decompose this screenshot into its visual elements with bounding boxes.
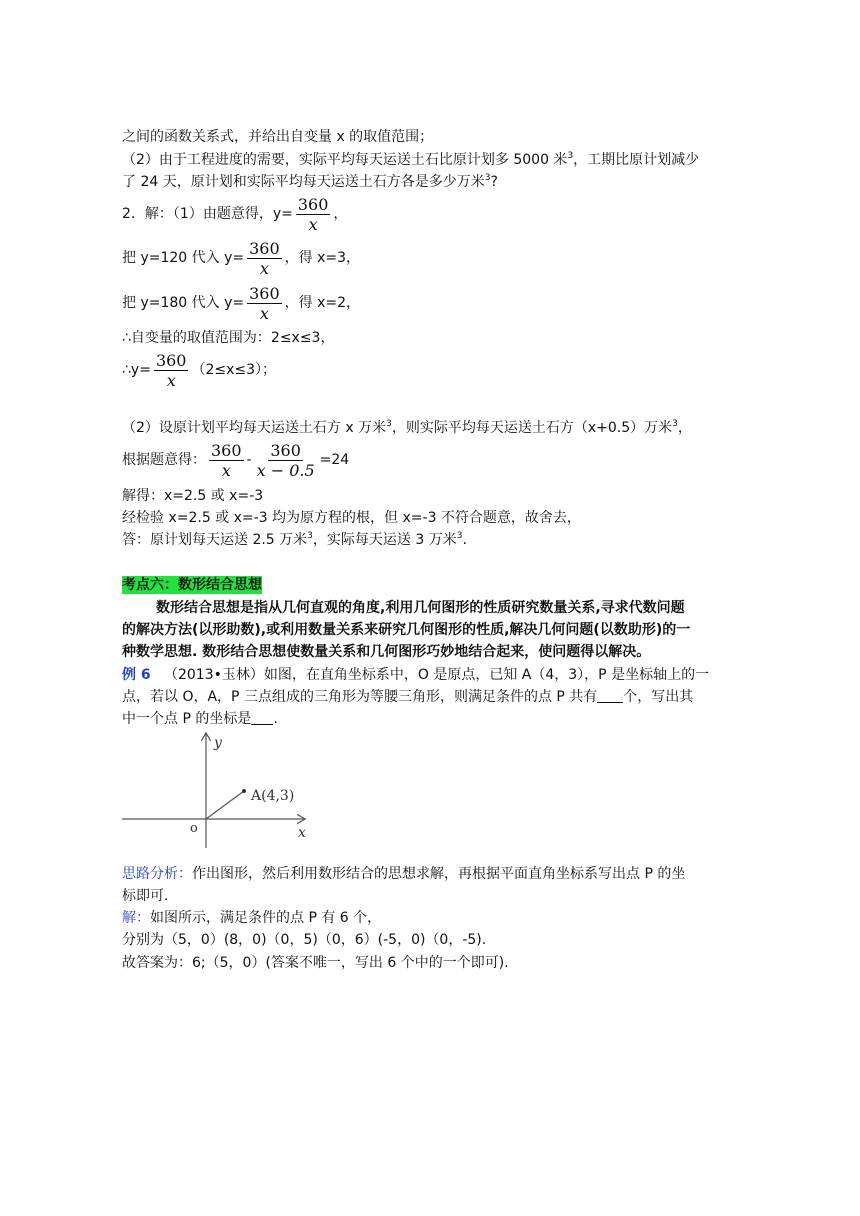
question-continuation: 之间的函数关系式，并给出自变量 x 的取值范围； (122, 129, 434, 145)
section-description-3: 种数学思想. 数形结合思想使数量关系和几何图形巧妙地结合起来，使问题得以解决。 (122, 644, 651, 660)
answer-blank (251, 710, 273, 725)
example-6-line-2: 点，若以 O，A，P 三点组成的三角形为等腰三角形，则满足条件的点 P 共有 个，写出其 (122, 689, 694, 705)
answer-blank (597, 688, 623, 703)
fraction: $\frac{360}{x}$ (249, 283, 280, 323)
point-a-label: A(4,3) (251, 788, 295, 804)
section-description-1: 数形结合思想是指从几何直观的角度,利用几何图形的性质研究数量关系,寻求代数问题 (156, 600, 685, 616)
segment-oa (206, 791, 244, 819)
point-a (242, 789, 246, 793)
origin-label: o (190, 821, 198, 836)
y-axis-label: y (214, 735, 222, 751)
example-6-line-3: 中一个点 P 的坐标是 . (122, 711, 278, 727)
section-description-2: 的解决方法(以形助数),或利用数量关系来研究几何图形的性质,解决几何问题(以数助形)的一 (122, 622, 691, 638)
analysis-line-1: 思路分析：作出图形，然后利用数形结合的思想求解，再根据平面直角坐标系写出点 P 的坐 (122, 866, 686, 882)
analysis-label: 思路分析： (122, 866, 192, 882)
section-heading: 考点六：数形结合思想 (122, 577, 262, 593)
solution-line-9: 经检验 x=2.5 或 x=-3 均为原方程的根，但 x=-3 不符合题意，故舍去， (122, 510, 581, 526)
solution-line-1: 2．解：（1）由题意得，y= $\frac{360}{x}$ ， (122, 194, 348, 234)
fraction: $\frac{360}{x}$ (155, 350, 187, 390)
solution-line-2: 把 y=120 代入 y= $\frac{360}{x}$ ，得 x=3， (122, 238, 361, 278)
fraction: $\frac{360}{x - 0.5}$ (256, 440, 315, 480)
example-6-line-1: 例 6 （2013•玉林）如图，在直角坐标系中，O 是原点，已知 A（4，3），P 是坐标轴上的一 (122, 667, 710, 683)
question-part-2-cont: 了 24 天，原计划和实际平均每天运送土石方各是多少万米$^3$? (122, 173, 498, 190)
solution-part-2: （2）设原计划平均每天运送土石方 x 万米$^3$，则实际平均每天运送土石方（x+0.5）万米$^3$， (122, 419, 692, 436)
solution-6-line-1: 解：如图所示，满足条件的点 P 有 6 个， (122, 910, 382, 926)
fraction: $\frac{360}{x}$ (297, 194, 329, 234)
solution-label: 解： (122, 910, 150, 926)
question-part-2: （2）由于工程进度的需要，实际平均每天运送土石比原计划多 5000 米$^3$，工期比原计划减少 (122, 151, 700, 168)
solution-line-5: ∴y= $\frac{360}{x}$ （2≤x≤3）； (122, 350, 277, 390)
fraction: $\frac{360}{x}$ (249, 238, 280, 278)
solution-line-4: ∴自变量的取值范围为：2≤x≤3， (122, 330, 335, 346)
solution-line-3: 把 y=180 代入 y= $\frac{360}{x}$ ，得 x=2， (122, 283, 361, 323)
x-axis-label: x (298, 825, 306, 841)
fraction: $\frac{360}{x}$ (211, 440, 242, 480)
solution-answer: 答：原计划每天运送 2.5 万米$^3$，实际每天运送 3 万米$^3$. (122, 531, 467, 548)
equation-line: 根据题意得： $\frac{360}{x}$ - $\frac{360}{x - 0.5}$ =24 (122, 440, 350, 480)
coordinate-figure (118, 728, 318, 850)
analysis-line-2: 标即可. (122, 888, 169, 904)
solution-6-line-2: 分别为（5，0）(8，0)（0，5)（0，6）(-5，0)（0，-5). (122, 932, 487, 948)
solution-line-8: 解得：x=2.5 或 x=-3 (122, 488, 264, 504)
example-label: 例 6 (122, 667, 151, 683)
solution-6-line-3: 故答案为：6;（5，0）(答案不唯一，写出 6 个中的一个即可). (122, 955, 509, 971)
